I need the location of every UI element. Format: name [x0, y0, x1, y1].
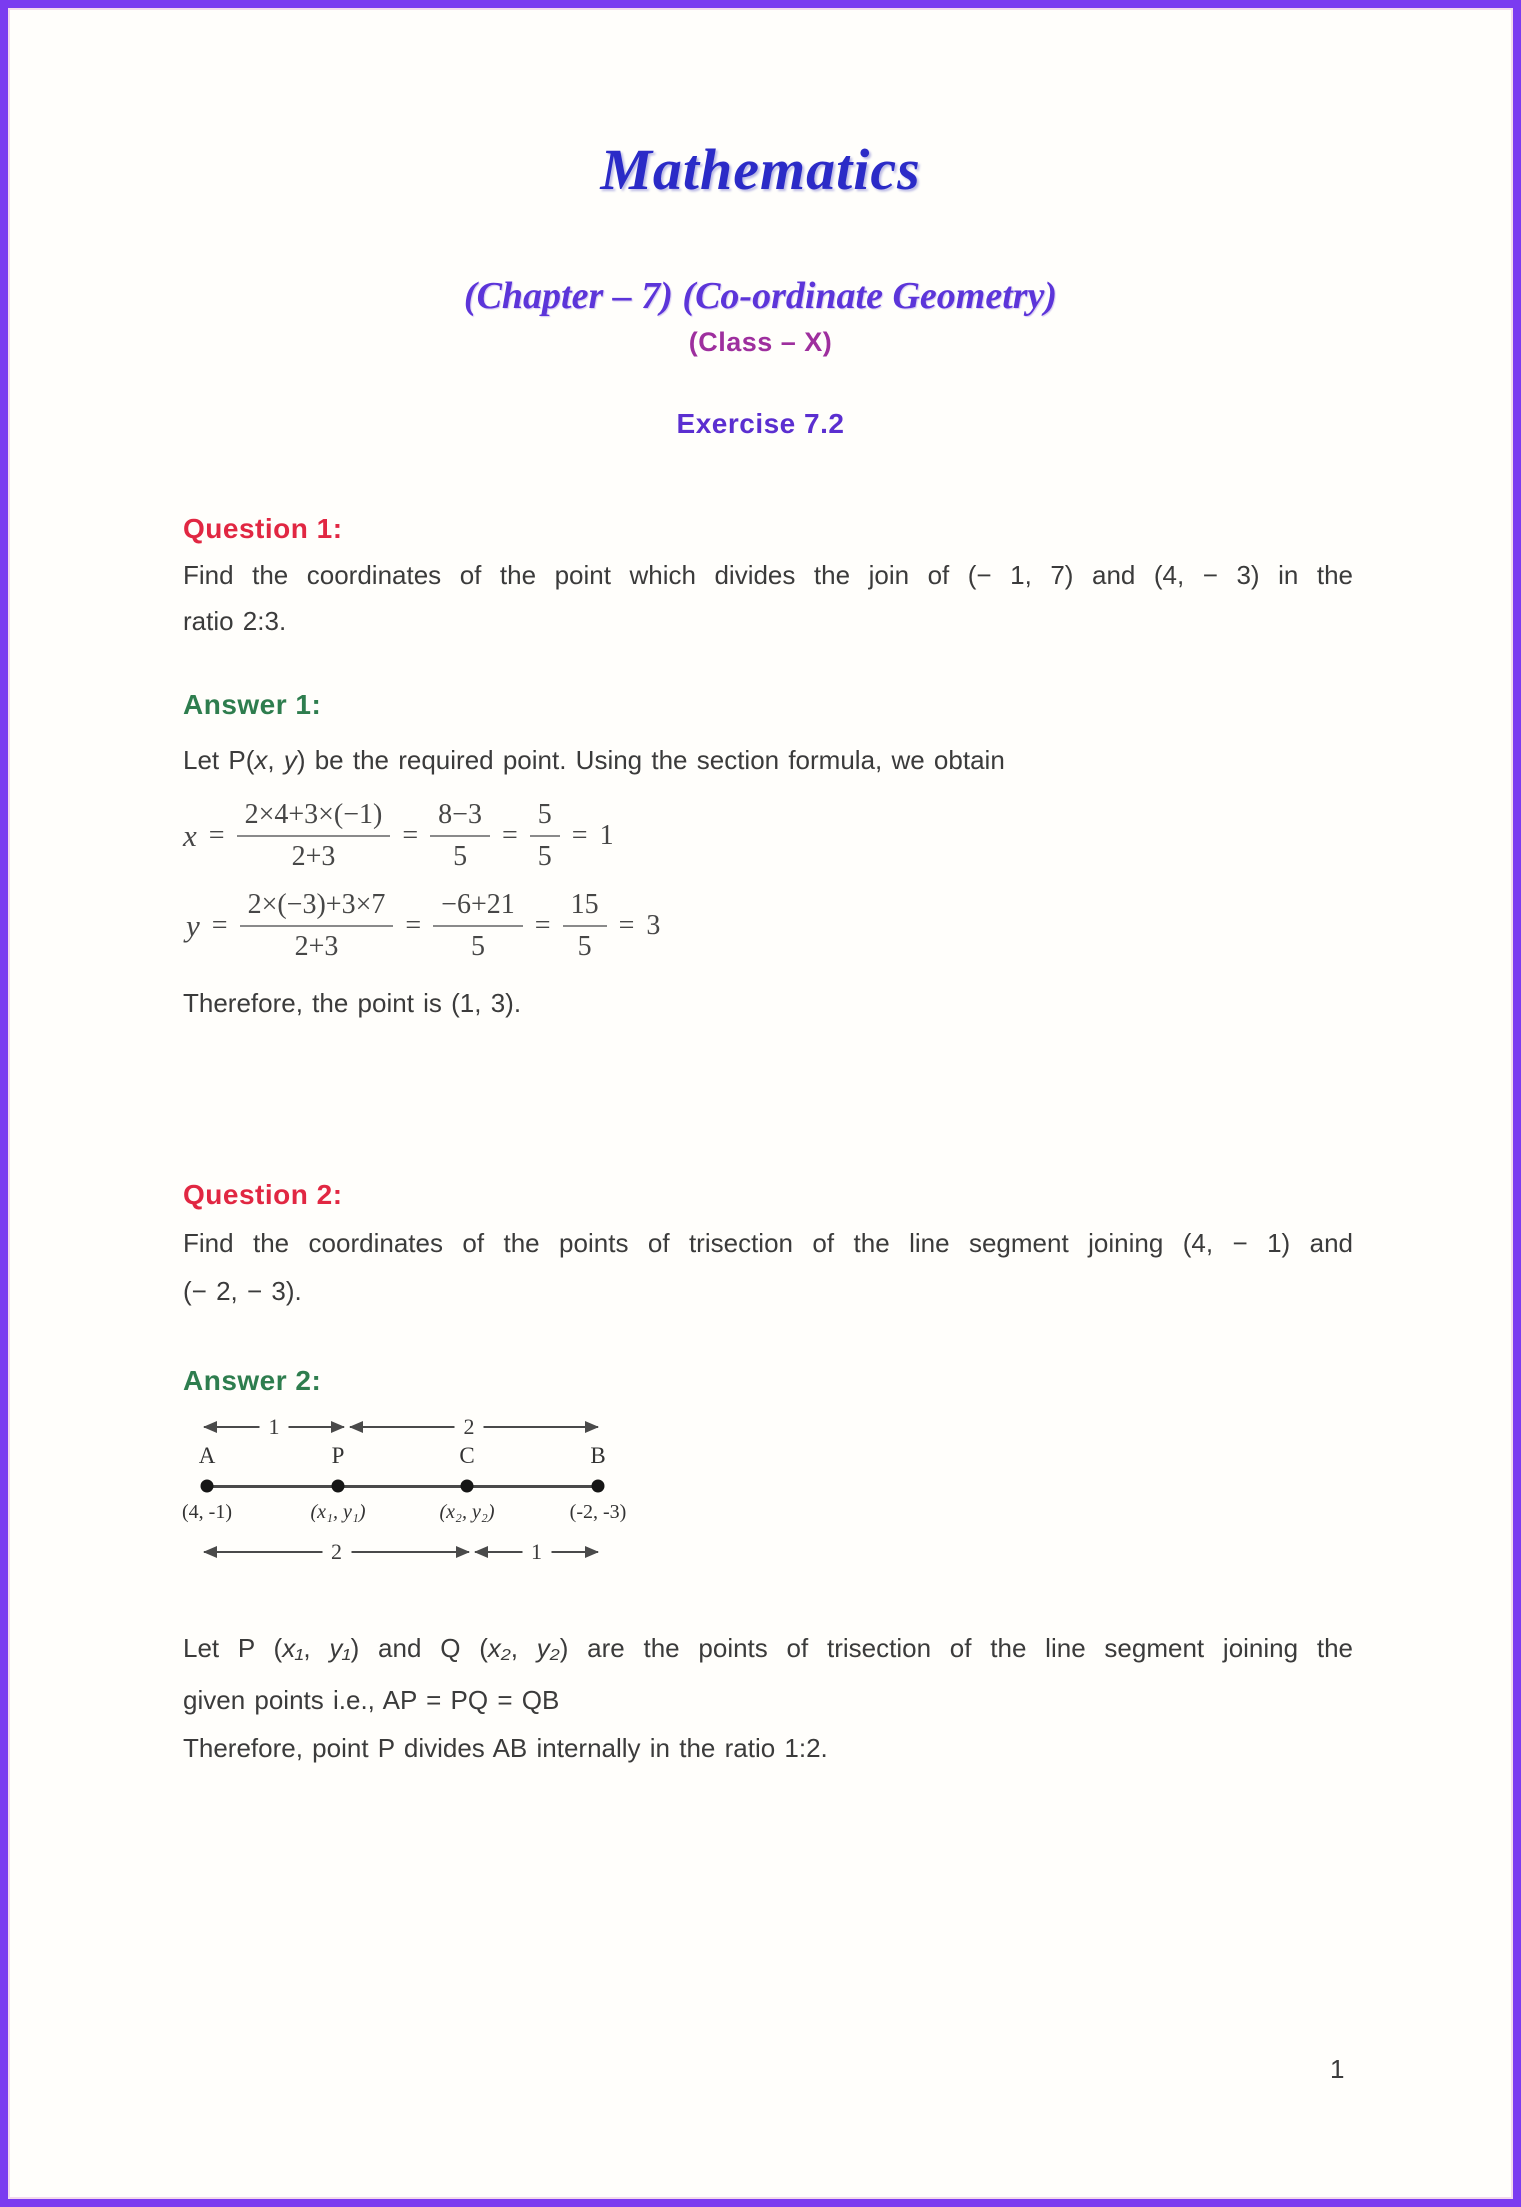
denominator: 2+3	[291, 841, 336, 872]
para-text: ) and Q (	[350, 1633, 488, 1663]
denominator: 5	[470, 931, 485, 962]
numerator: 15	[563, 889, 607, 927]
point-dot	[461, 1480, 474, 1493]
point-dot	[201, 1480, 214, 1493]
point-label: C	[459, 1443, 475, 1468]
answer-2-heading: Answer 2:	[183, 1365, 322, 1396]
fraction	[433, 889, 523, 963]
ratio-arrow-bottom-left	[204, 1539, 469, 1564]
answer-2-text-line-2: given points i.e., AP = PQ = QB	[183, 1685, 560, 1715]
question-2-heading: Question 2:	[183, 1179, 343, 1210]
segment-line	[207, 1485, 598, 1488]
para-comma: ,	[510, 1633, 537, 1663]
equals-sign: =	[402, 820, 419, 851]
exercise-heading: Exercise 7.2	[676, 408, 845, 439]
answer-1-heading: Answer 1:	[183, 689, 322, 720]
ratio-arrow-top-left	[204, 1414, 344, 1439]
question-2-text-line-2: (− 2, − 3).	[183, 1276, 302, 1306]
variable-x2: x₂	[487, 1633, 511, 1663]
point-label: A	[198, 1443, 216, 1468]
numerator: −6+21	[433, 889, 523, 927]
fraction	[240, 889, 394, 963]
page-number: 1	[1330, 2054, 1345, 2084]
point-label: P	[331, 1443, 345, 1468]
point-coordinate: (x₂, y₂)	[439, 1501, 495, 1523]
fraction	[530, 799, 560, 873]
question-1-heading: Question 1:	[183, 513, 343, 544]
point-coordinate: (-2, -3)	[569, 1501, 627, 1523]
formula-y-lhs: y	[186, 908, 200, 943]
denominator: 5	[453, 841, 468, 872]
intro-text: Let P(	[183, 745, 255, 775]
point-coordinate: (4, -1)	[182, 1501, 232, 1523]
trisection-diagram	[182, 1408, 627, 1570]
variable-y: y	[283, 745, 297, 775]
point-dot	[592, 1480, 605, 1493]
formula-y-result: 3	[646, 910, 661, 941]
equals-sign: =	[534, 910, 551, 941]
point-dot	[332, 1480, 345, 1493]
answer-1-conclusion: Therefore, the point is (1, 3).	[183, 988, 522, 1018]
intro-text-end: ) be the required point. Using the section formula, we obtain	[296, 745, 1005, 775]
equals-sign: =	[618, 910, 635, 941]
para-comma: ,	[303, 1633, 330, 1663]
numerator: 2×4+3×(−1)	[237, 799, 391, 837]
point-coordinate: (x₁, y₁)	[310, 1501, 366, 1523]
para-text-end: ) are the points of trisection of the line segment joining the	[559, 1633, 1353, 1663]
formula-x-lhs: x	[183, 818, 197, 853]
equals-sign: =	[501, 820, 518, 851]
class-line: (Class – X)	[688, 327, 833, 357]
ratio-label: 2	[455, 1416, 484, 1438]
variable-x1: x₁	[282, 1633, 304, 1663]
variable-y1: y₁	[329, 1633, 351, 1663]
fraction	[430, 799, 490, 873]
numerator: 2×(−3)+3×7	[240, 889, 394, 927]
equals-sign: =	[211, 910, 228, 941]
formula-y	[186, 886, 660, 966]
equals-sign: =	[208, 820, 225, 851]
ratio-arrow-bottom-right	[475, 1539, 598, 1564]
variable-x: x	[254, 745, 268, 775]
ratio-arrow-top-right	[350, 1414, 598, 1439]
denominator: 5	[577, 931, 592, 962]
ratio-label: 2	[322, 1541, 351, 1563]
intro-comma: ,	[267, 745, 284, 775]
answer-2-text-line-1	[183, 1632, 1353, 1665]
point-label: B	[590, 1443, 606, 1468]
para-text: Let P (	[183, 1633, 283, 1663]
formula-x	[183, 796, 614, 876]
fraction	[563, 889, 607, 963]
equals-sign: =	[405, 910, 422, 941]
question-2-text-line-1: Find the coordinates of the points of trisection of the line segment joining (4, − 1) and	[183, 1228, 1353, 1258]
formula-x-result: 1	[599, 820, 614, 851]
numerator: 8−3	[430, 799, 490, 837]
denominator: 5	[537, 841, 552, 872]
question-1-text-line-2: ratio 2:3.	[183, 606, 287, 636]
variable-y2: y₂	[536, 1633, 560, 1663]
page-title: Mathematics	[600, 137, 921, 202]
chapter-subtitle: (Chapter – 7) (Co-ordinate Geometry)	[463, 275, 1058, 317]
numerator: 5	[530, 799, 560, 837]
question-1-text-line-1: Find the coordinates of the point which divides the join of (− 1, 7) and (4, − 3) in the	[183, 560, 1353, 590]
fraction	[237, 799, 391, 873]
equals-sign: =	[571, 820, 588, 851]
answer-1-intro	[183, 744, 1353, 777]
answer-2-text-line-3: Therefore, point P divides AB internally in the ratio 1:2.	[183, 1733, 828, 1763]
denominator: 2+3	[294, 931, 339, 962]
ratio-label: 1	[522, 1541, 551, 1563]
ratio-label: 1	[260, 1416, 289, 1438]
